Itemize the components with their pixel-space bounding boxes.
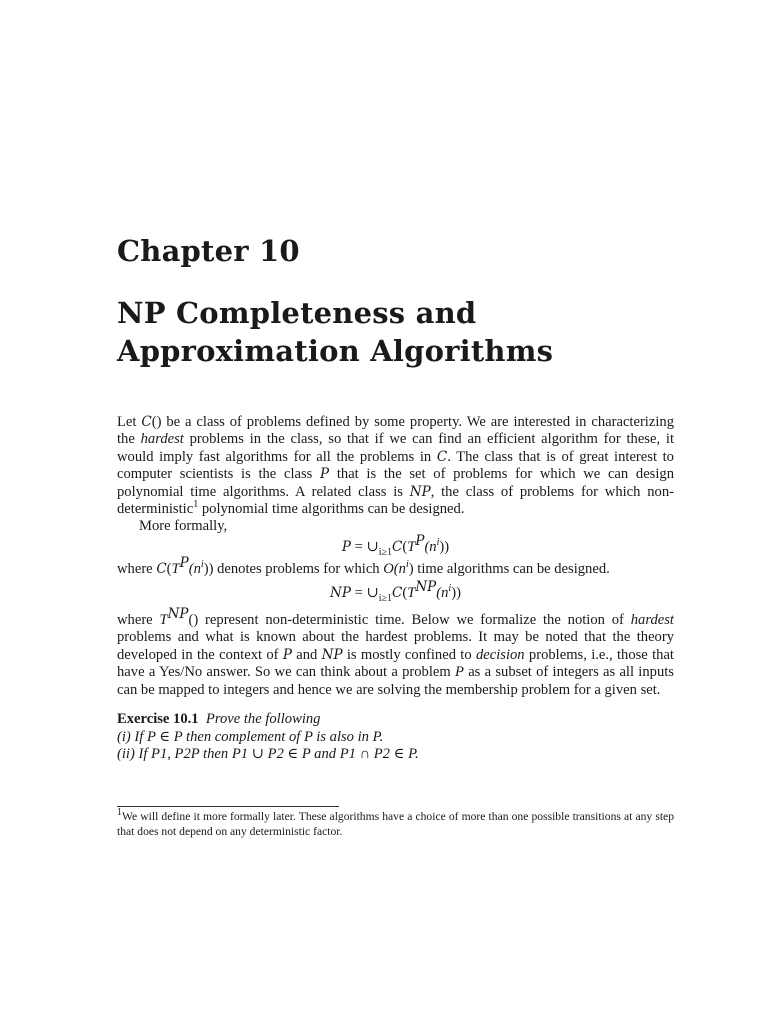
footnote-mark: 1 xyxy=(117,807,122,819)
footnote-reference: 1 xyxy=(193,499,199,511)
exercise-item-1: (i) If P ∈ P then complement of P is also in P. xyxy=(117,728,384,745)
footnote xyxy=(117,807,674,839)
exercise-label: Exercise 10.1 xyxy=(117,711,199,728)
equation-p: $P = \cup_{i\ge 1}C(T^P(n^i))$ xyxy=(341,532,450,558)
chapter-title xyxy=(117,294,674,370)
emphasis-hardest: hardest xyxy=(140,431,184,448)
chapter-label: Chapter 10 xyxy=(117,234,300,268)
class-symbol-c: C xyxy=(141,414,152,430)
emphasis-decision: decision xyxy=(475,646,525,663)
footnote-text: We will define it more formally later. These algorithms have a choice of more than one possible transitions at any step that does not depend on any deterministic factor. xyxy=(117,810,674,838)
equation-np: NP = $\cup_{i\ge 1}C(T^{NP}(n^i))$ xyxy=(330,578,461,604)
exercise-prompt: Prove the following xyxy=(205,711,321,728)
chapter-title-line-1: NP Completeness and xyxy=(117,296,477,330)
class-symbol-np: NP xyxy=(409,483,431,500)
footnote-divider xyxy=(117,806,339,807)
intro-paragraph: Let C() be a class of problems defined by some property. We are interested in characterizing the hardest problems in the class, so that if we can find an efficient algorithm for these, it would imply fast algorithms for all the problems in C. The class that is of great interest to computer scientists is the class P that is the set of problems for which we can design polynomial time algorithms. A related class is NP, the class of problems for which non-deterministic$^1$ polynomial time algorithms can be designed. xyxy=(117,414,675,518)
page xyxy=(117,0,674,1024)
formalize-paragraph: where $T^{NP}()$ represent non-deterministic time. Below we formalize the notion of hardest problems and what is known about the hardest problems. It may be noted that the theory developed in the context of P and NP is mostly confined to decision problems, i.e., those that have a Yes/No answer. So we can think about a problem P as a subset of integers as all inputs can be mapped to integers and hence we are solving the membership problem for a given set. xyxy=(117,606,674,698)
more-formally: More formally, xyxy=(139,518,228,535)
chapter-title-line-2: Approximation Algorithms xyxy=(117,334,554,368)
exercise-item-2: (ii) If P1, P2P then P1 ∪ P2 ∈ P and P1 ∩ P2 ∈ P. xyxy=(117,745,419,762)
class-symbol-p: P xyxy=(320,466,330,483)
chapter-body xyxy=(117,414,674,763)
where-paragraph: where $C(T^P(n^i))$ denotes problems for which $O(n^i)$ time algorithms can be designed. xyxy=(117,555,610,578)
exercise-heading xyxy=(117,711,674,728)
